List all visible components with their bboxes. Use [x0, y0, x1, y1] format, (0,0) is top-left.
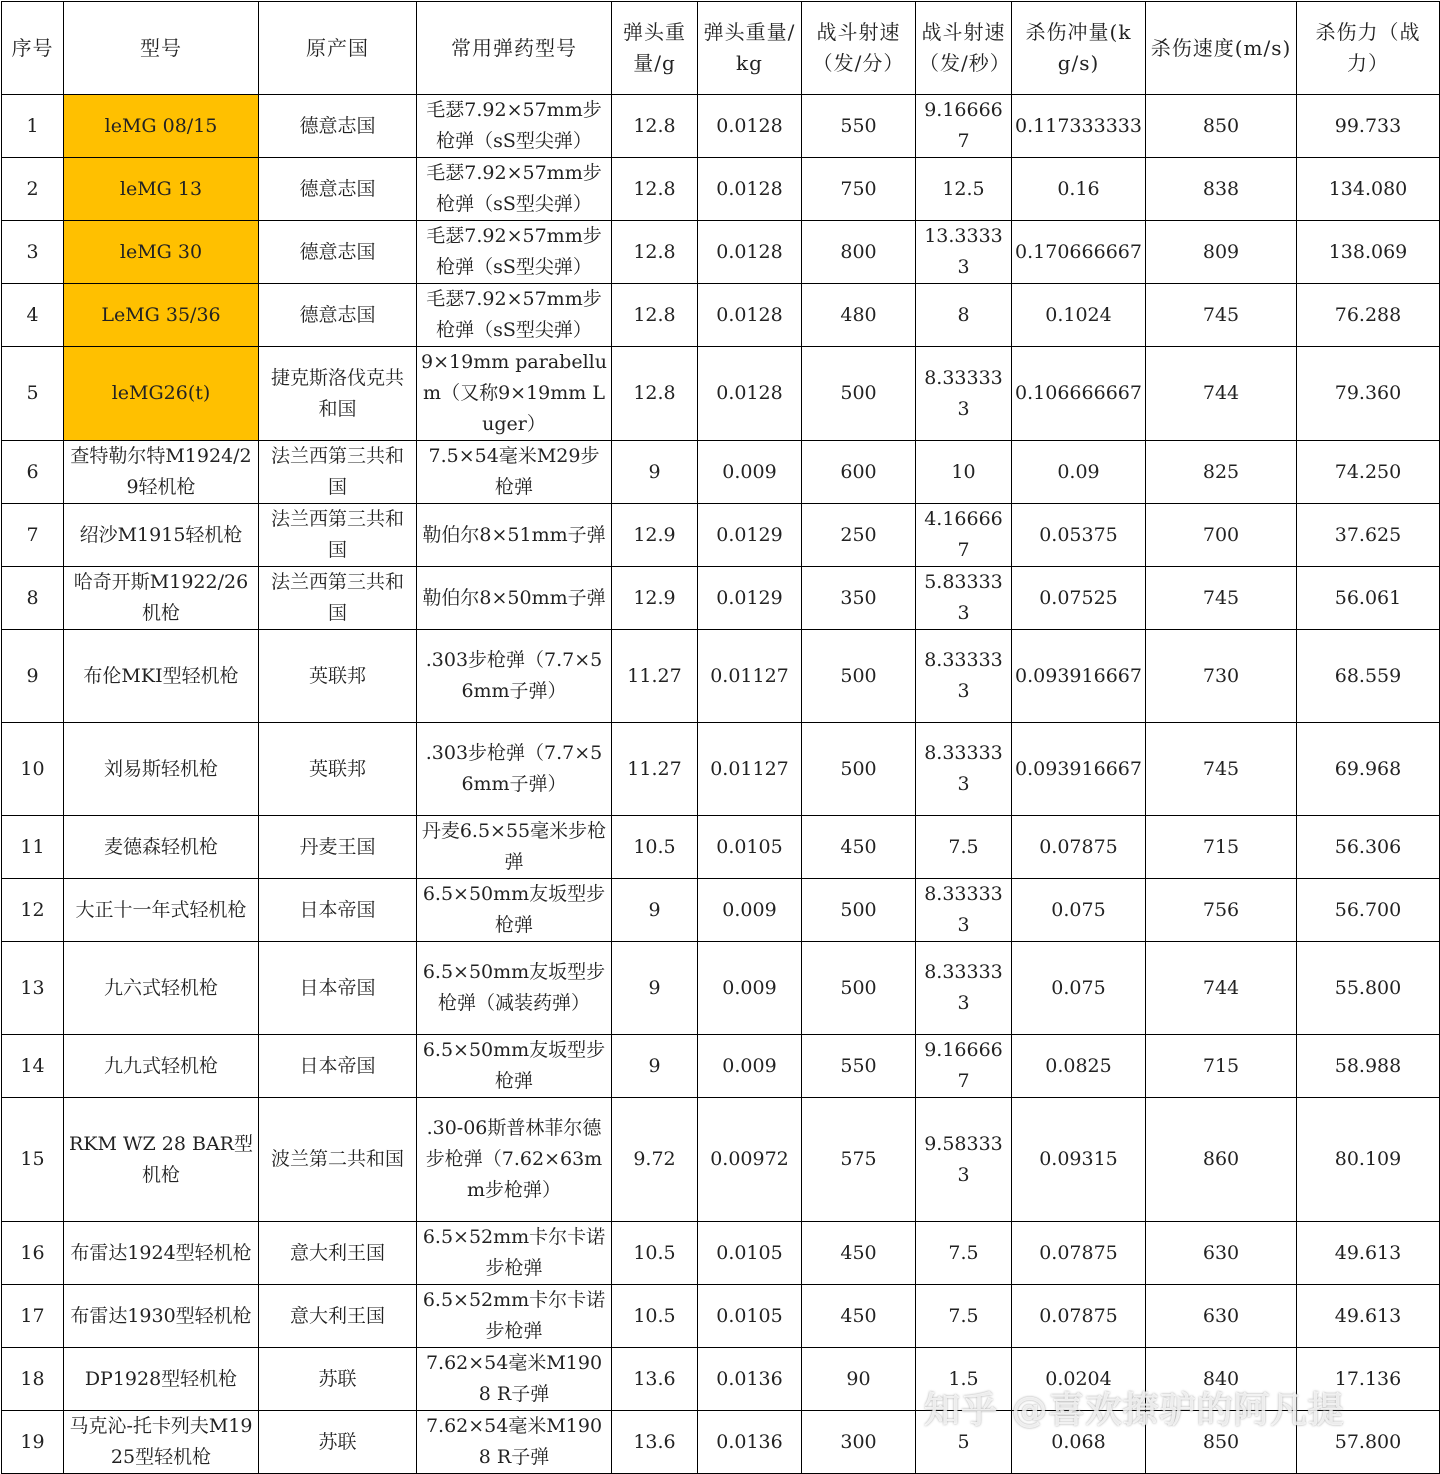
cell-velocity: 860 [1146, 1098, 1297, 1222]
cell-velocity: 744 [1146, 942, 1297, 1035]
cell-bullet-weight-g: 10.5 [612, 1222, 698, 1285]
cell-model: 布伦MKⅠ型轻机枪 [64, 630, 259, 723]
cell-ammo: 6.5×50mm友坂型步枪弹 [417, 879, 612, 942]
cell-rate-per-min: 750 [802, 158, 916, 221]
cell-bullet-weight-kg: 0.00972 [698, 1098, 802, 1222]
cell-index: 13 [2, 942, 64, 1035]
cell-model: RKM WZ 28 BAR型机枪 [64, 1098, 259, 1222]
cell-impulse: 0.07875 [1012, 1285, 1146, 1348]
cell-ammo: 丹麦6.5×55毫米步枪弹 [417, 816, 612, 879]
cell-origin: 法兰西第三共和国 [259, 441, 417, 504]
cell-rate-per-sec: 8.333333 [916, 347, 1012, 441]
cell-index: 2 [2, 158, 64, 221]
cell-rate-per-sec: 5.833333 [916, 567, 1012, 630]
table-row [2, 504, 1440, 567]
cell-velocity: 700 [1146, 504, 1297, 567]
cell-rate-per-sec: 7.5 [916, 1222, 1012, 1285]
cell-rate-per-sec: 5 [916, 1411, 1012, 1474]
cell-bullet-weight-kg: 0.0105 [698, 1222, 802, 1285]
cell-index: 4 [2, 284, 64, 347]
cell-index: 12 [2, 879, 64, 942]
cell-bullet-weight-kg: 0.0105 [698, 1285, 802, 1348]
cell-index: 5 [2, 347, 64, 441]
cell-impulse: 0.0204 [1012, 1348, 1146, 1411]
cell-model: 麦德森轻机枪 [64, 816, 259, 879]
cell-impulse: 0.07525 [1012, 567, 1146, 630]
cell-origin: 日本帝国 [259, 1035, 417, 1098]
cell-bullet-weight-kg: 0.0128 [698, 221, 802, 284]
cell-index: 15 [2, 1098, 64, 1222]
cell-ammo: 勒伯尔8×50mm子弹 [417, 567, 612, 630]
table-row [2, 816, 1440, 879]
cell-origin: 英联邦 [259, 723, 417, 816]
cell-rate-per-sec: 7.5 [916, 816, 1012, 879]
cell-impulse: 0.1024 [1012, 284, 1146, 347]
cell-bullet-weight-g: 9 [612, 942, 698, 1035]
cell-impulse: 0.07875 [1012, 816, 1146, 879]
cell-rate-per-sec: 12.5 [916, 158, 1012, 221]
cell-lethality: 56.700 [1297, 879, 1440, 942]
cell-impulse: 0.170666667 [1012, 221, 1146, 284]
table-row [2, 879, 1440, 942]
cell-ammo: 6.5×50mm友坂型步枪弹（减装药弹） [417, 942, 612, 1035]
cell-velocity: 715 [1146, 1035, 1297, 1098]
table-row [2, 284, 1440, 347]
cell-rate-per-min: 250 [802, 504, 916, 567]
cell-bullet-weight-g: 12.8 [612, 158, 698, 221]
cell-rate-per-min: 90 [802, 1348, 916, 1411]
cell-model: 大正十一年式轻机枪 [64, 879, 259, 942]
cell-lethality: 56.061 [1297, 567, 1440, 630]
cell-bullet-weight-kg: 0.0136 [698, 1348, 802, 1411]
cell-ammo: 6.5×50mm友坂型步枪弹 [417, 1035, 612, 1098]
cell-model: 布雷达1930型轻机枪 [64, 1285, 259, 1348]
cell-impulse: 0.075 [1012, 879, 1146, 942]
cell-model: leMG 30 [64, 221, 259, 284]
cell-lethality: 56.306 [1297, 816, 1440, 879]
header-row [2, 2, 1440, 95]
cell-origin: 德意志国 [259, 284, 417, 347]
cell-index: 11 [2, 816, 64, 879]
watermark: 知乎 @喜欢撩驴的阿凡提 [924, 1390, 1345, 1431]
cell-ammo: 毛瑟7.92×57mm步枪弹（sS型尖弹） [417, 95, 612, 158]
cell-rate-per-min: 800 [802, 221, 916, 284]
cell-velocity: 630 [1146, 1285, 1297, 1348]
cell-lethality: 76.288 [1297, 284, 1440, 347]
cell-index: 3 [2, 221, 64, 284]
table-row [2, 630, 1440, 723]
cell-model: 九六式轻机枪 [64, 942, 259, 1035]
cell-rate-per-min: 550 [802, 95, 916, 158]
table-row [2, 1222, 1440, 1285]
cell-origin: 波兰第二共和国 [259, 1098, 417, 1222]
table-row [2, 1285, 1440, 1348]
table-row [2, 221, 1440, 284]
cell-impulse: 0.093916667 [1012, 723, 1146, 816]
cell-bullet-weight-g: 12.9 [612, 567, 698, 630]
cell-rate-per-sec: 7.5 [916, 1285, 1012, 1348]
cell-bullet-weight-kg: 0.0128 [698, 158, 802, 221]
cell-bullet-weight-kg: 0.0128 [698, 347, 802, 441]
cell-lethality: 138.069 [1297, 221, 1440, 284]
cell-bullet-weight-g: 10.5 [612, 1285, 698, 1348]
cell-lethality: 49.613 [1297, 1222, 1440, 1285]
cell-rate-per-sec: 13.33333 [916, 221, 1012, 284]
weapons-table [1, 1, 1440, 1474]
cell-origin: 德意志国 [259, 221, 417, 284]
cell-index: 14 [2, 1035, 64, 1098]
table-row [2, 567, 1440, 630]
cell-velocity: 840 [1146, 1348, 1297, 1411]
cell-lethality: 134.080 [1297, 158, 1440, 221]
cell-ammo: 6.5×52mm卡尔卡诺步枪弹 [417, 1285, 612, 1348]
cell-velocity: 756 [1146, 879, 1297, 942]
cell-index: 10 [2, 723, 64, 816]
cell-velocity: 630 [1146, 1222, 1297, 1285]
cell-impulse: 0.05375 [1012, 504, 1146, 567]
cell-model: DP1928型轻机枪 [64, 1348, 259, 1411]
cell-rate-per-min: 500 [802, 723, 916, 816]
cell-origin: 捷克斯洛伐克共和国 [259, 347, 417, 441]
cell-bullet-weight-g: 9 [612, 1035, 698, 1098]
cell-rate-per-min: 550 [802, 1035, 916, 1098]
cell-index: 7 [2, 504, 64, 567]
cell-bullet-weight-g: 9 [612, 441, 698, 504]
cell-bullet-weight-kg: 0.0129 [698, 504, 802, 567]
cell-origin: 意大利王国 [259, 1222, 417, 1285]
cell-bullet-weight-g: 13.6 [612, 1348, 698, 1411]
cell-velocity: 715 [1146, 816, 1297, 879]
cell-model: leMG26(t) [64, 347, 259, 441]
column-header-impulse: 杀伤冲量(kg/s) [1012, 2, 1146, 95]
cell-ammo: 7.5×54毫米M29步枪弹 [417, 441, 612, 504]
cell-origin: 法兰西第三共和国 [259, 567, 417, 630]
cell-ammo: 毛瑟7.92×57mm步枪弹（sS型尖弹） [417, 158, 612, 221]
cell-rate-per-min: 450 [802, 816, 916, 879]
table-row [2, 723, 1440, 816]
cell-bullet-weight-kg: 0.0128 [698, 95, 802, 158]
cell-rate-per-min: 575 [802, 1098, 916, 1222]
cell-lethality: 17.136 [1297, 1348, 1440, 1411]
cell-bullet-weight-g: 12.8 [612, 284, 698, 347]
cell-origin: 德意志国 [259, 158, 417, 221]
table-row [2, 1098, 1440, 1222]
cell-velocity: 850 [1146, 95, 1297, 158]
cell-bullet-weight-kg: 0.009 [698, 879, 802, 942]
cell-velocity: 745 [1146, 284, 1297, 347]
cell-model: leMG 08/15 [64, 95, 259, 158]
table-body [2, 95, 1440, 1474]
cell-model: leMG 13 [64, 158, 259, 221]
cell-impulse: 0.09 [1012, 441, 1146, 504]
cell-velocity: 730 [1146, 630, 1297, 723]
cell-impulse: 0.117333333 [1012, 95, 1146, 158]
column-header-rate-per-sec: 战斗射速（发/秒） [916, 2, 1012, 95]
cell-rate-per-min: 300 [802, 1411, 916, 1474]
cell-bullet-weight-g: 11.27 [612, 630, 698, 723]
cell-index: 1 [2, 95, 64, 158]
column-header-model: 型号 [64, 2, 259, 95]
cell-lethality: 74.250 [1297, 441, 1440, 504]
table-row [2, 158, 1440, 221]
cell-bullet-weight-g: 11.27 [612, 723, 698, 816]
cell-index: 9 [2, 630, 64, 723]
cell-ammo: .30-06斯普林菲尔德步枪弹（7.62×63mm步枪弹） [417, 1098, 612, 1222]
cell-bullet-weight-g: 12.9 [612, 504, 698, 567]
cell-bullet-weight-g: 12.8 [612, 221, 698, 284]
cell-index: 17 [2, 1285, 64, 1348]
cell-lethality: 69.968 [1297, 723, 1440, 816]
table-row [2, 441, 1440, 504]
column-header-rate-per-min: 战斗射速（发/分） [802, 2, 916, 95]
column-header-origin: 原产国 [259, 2, 417, 95]
cell-velocity: 850 [1146, 1411, 1297, 1474]
cell-model: 马克沁-托卡列夫M1925型轻机枪 [64, 1411, 259, 1474]
cell-model: 九九式轻机枪 [64, 1035, 259, 1098]
cell-origin: 苏联 [259, 1411, 417, 1474]
cell-impulse: 0.106666667 [1012, 347, 1146, 441]
cell-bullet-weight-kg: 0.01127 [698, 630, 802, 723]
cell-bullet-weight-kg: 0.009 [698, 942, 802, 1035]
cell-index: 6 [2, 441, 64, 504]
cell-rate-per-min: 450 [802, 1222, 916, 1285]
cell-rate-per-sec: 1.5 [916, 1348, 1012, 1411]
cell-impulse: 0.16 [1012, 158, 1146, 221]
cell-bullet-weight-g: 9 [612, 879, 698, 942]
cell-ammo: 7.62×54毫米M1908 R子弹 [417, 1348, 612, 1411]
cell-bullet-weight-kg: 0.0136 [698, 1411, 802, 1474]
cell-bullet-weight-g: 12.8 [612, 95, 698, 158]
cell-rate-per-min: 480 [802, 284, 916, 347]
table-row [2, 942, 1440, 1035]
cell-ammo: 毛瑟7.92×57mm步枪弹（sS型尖弹） [417, 221, 612, 284]
cell-lethality: 80.109 [1297, 1098, 1440, 1222]
cell-rate-per-min: 350 [802, 567, 916, 630]
column-header-bullet-weight-g: 弹头重量/g [612, 2, 698, 95]
cell-origin: 日本帝国 [259, 879, 417, 942]
cell-origin: 英联邦 [259, 630, 417, 723]
cell-rate-per-min: 500 [802, 630, 916, 723]
cell-bullet-weight-kg: 0.0105 [698, 816, 802, 879]
cell-origin: 丹麦王国 [259, 816, 417, 879]
cell-ammo: 9×19mm parabellum（又称9×19mm Luger） [417, 347, 612, 441]
cell-impulse: 0.068 [1012, 1411, 1146, 1474]
cell-origin: 法兰西第三共和国 [259, 504, 417, 567]
cell-model: 刘易斯轻机枪 [64, 723, 259, 816]
cell-rate-per-min: 450 [802, 1285, 916, 1348]
cell-lethality: 79.360 [1297, 347, 1440, 441]
cell-lethality: 58.988 [1297, 1035, 1440, 1098]
cell-ammo: 7.62×54毫米M1908 R子弹 [417, 1411, 612, 1474]
cell-ammo: 勒伯尔8×51mm子弹 [417, 504, 612, 567]
cell-impulse: 0.093916667 [1012, 630, 1146, 723]
cell-ammo: .303步枪弹（7.7×56mm子弹） [417, 723, 612, 816]
cell-bullet-weight-kg: 0.009 [698, 441, 802, 504]
cell-model: 绍沙M1915轻机枪 [64, 504, 259, 567]
cell-rate-per-min: 500 [802, 347, 916, 441]
table-row [2, 347, 1440, 441]
cell-index: 8 [2, 567, 64, 630]
cell-ammo: 6.5×52mm卡尔卡诺步枪弹 [417, 1222, 612, 1285]
cell-rate-per-sec: 9.583333 [916, 1098, 1012, 1222]
cell-bullet-weight-g: 13.6 [612, 1411, 698, 1474]
cell-rate-per-sec: 9.166667 [916, 95, 1012, 158]
cell-velocity: 744 [1146, 347, 1297, 441]
cell-velocity: 838 [1146, 158, 1297, 221]
cell-lethality: 99.733 [1297, 95, 1440, 158]
cell-index: 19 [2, 1411, 64, 1474]
cell-bullet-weight-kg: 0.009 [698, 1035, 802, 1098]
cell-bullet-weight-g: 12.8 [612, 347, 698, 441]
column-header-ammo: 常用弹药型号 [417, 2, 612, 95]
cell-origin: 苏联 [259, 1348, 417, 1411]
cell-model: 哈奇开斯M1922/26机枪 [64, 567, 259, 630]
cell-bullet-weight-g: 10.5 [612, 816, 698, 879]
cell-rate-per-sec: 8.333333 [916, 942, 1012, 1035]
cell-lethality: 37.625 [1297, 504, 1440, 567]
cell-rate-per-min: 600 [802, 441, 916, 504]
cell-velocity: 825 [1146, 441, 1297, 504]
cell-lethality: 57.800 [1297, 1411, 1440, 1474]
cell-rate-per-sec: 8.333333 [916, 630, 1012, 723]
cell-rate-per-sec: 8 [916, 284, 1012, 347]
column-header-bullet-weight-kg: 弹头重量/kg [698, 2, 802, 95]
cell-rate-per-sec: 10 [916, 441, 1012, 504]
cell-velocity: 809 [1146, 221, 1297, 284]
cell-bullet-weight-kg: 0.0129 [698, 567, 802, 630]
cell-index: 16 [2, 1222, 64, 1285]
cell-origin: 德意志国 [259, 95, 417, 158]
cell-model: LeMG 35/36 [64, 284, 259, 347]
cell-rate-per-sec: 9.166667 [916, 1035, 1012, 1098]
cell-ammo: 毛瑟7.92×57mm步枪弹（sS型尖弹） [417, 284, 612, 347]
table-row [2, 95, 1440, 158]
cell-rate-per-min: 500 [802, 879, 916, 942]
cell-ammo: .303步枪弹（7.7×56mm子弹） [417, 630, 612, 723]
cell-rate-per-sec: 8.333333 [916, 879, 1012, 942]
cell-impulse: 0.075 [1012, 942, 1146, 1035]
cell-origin: 意大利王国 [259, 1285, 417, 1348]
column-header-lethality: 杀伤力（战力） [1297, 2, 1440, 95]
cell-rate-per-sec: 4.166667 [916, 504, 1012, 567]
cell-bullet-weight-g: 9.72 [612, 1098, 698, 1222]
column-header-velocity: 杀伤速度(m/s) [1146, 2, 1297, 95]
cell-impulse: 0.07875 [1012, 1222, 1146, 1285]
cell-index: 18 [2, 1348, 64, 1411]
cell-rate-per-min: 500 [802, 942, 916, 1035]
table-row [2, 1035, 1440, 1098]
cell-velocity: 745 [1146, 723, 1297, 816]
cell-model: 查特勒尔特M1924/29轻机枪 [64, 441, 259, 504]
cell-velocity: 745 [1146, 567, 1297, 630]
cell-rate-per-sec: 8.333333 [916, 723, 1012, 816]
cell-bullet-weight-kg: 0.0128 [698, 284, 802, 347]
cell-bullet-weight-kg: 0.01127 [698, 723, 802, 816]
cell-lethality: 68.559 [1297, 630, 1440, 723]
cell-lethality: 49.613 [1297, 1285, 1440, 1348]
column-header-index: 序号 [2, 2, 64, 95]
cell-impulse: 0.0825 [1012, 1035, 1146, 1098]
cell-origin: 日本帝国 [259, 942, 417, 1035]
cell-impulse: 0.09315 [1012, 1098, 1146, 1222]
cell-lethality: 55.800 [1297, 942, 1440, 1035]
cell-model: 布雷达1924型轻机枪 [64, 1222, 259, 1285]
